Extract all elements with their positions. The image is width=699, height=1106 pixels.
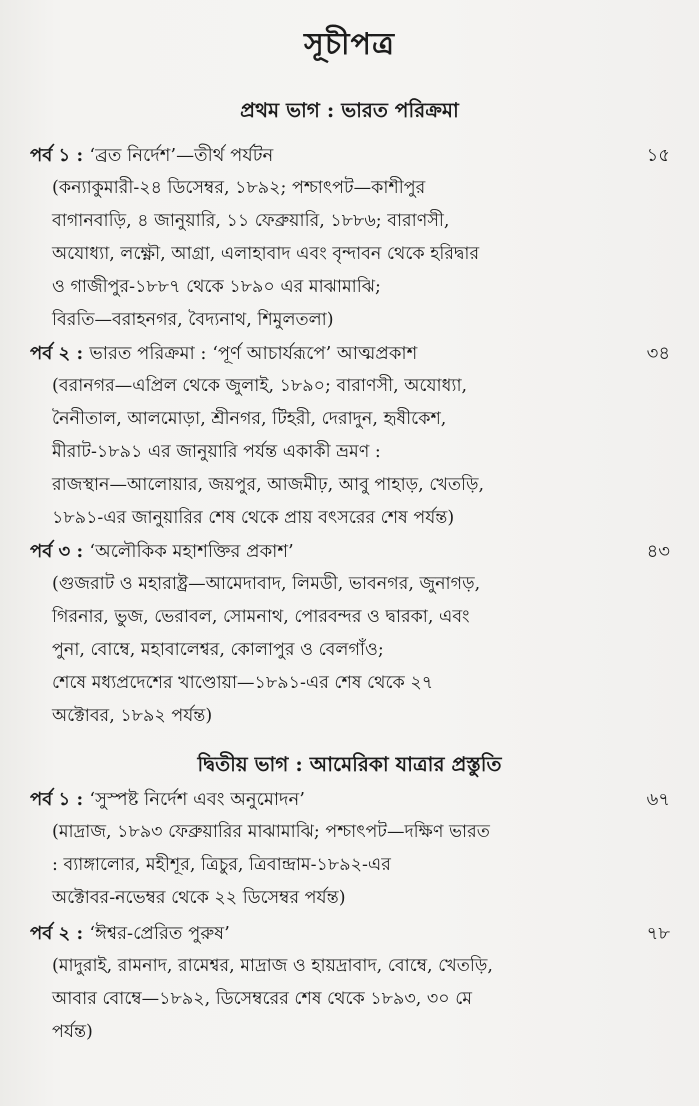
description-line: বিরতি—বরাহনগর, বৈদ্যনাথ, শিমুলতলা) — [52, 310, 334, 330]
entry-head — [30, 140, 670, 172]
toc-entry-part1-2 — [30, 338, 670, 535]
entry-title: ‘সুস্পষ্ট নির্দেশ এবং অনুমোদন’ — [89, 789, 305, 810]
description-line: (বরানগর—এপ্রিল থেকে জুলাই, ১৮৯০; বারাণসী, অযোধ্যা, — [52, 376, 468, 396]
entry-page-number: ৬৭ — [646, 789, 670, 810]
description-line: (কন্যাকুমারী-২৪ ডিসেম্বর, ১৮৯২; পশ্চাৎপট—কাশীপুর — [52, 178, 426, 198]
entry-title: ‘ঈশ্বর-প্রেরিত পুরুষ’ — [89, 923, 230, 944]
entry-page-number: ৭৮ — [646, 923, 670, 944]
description-line: ১৮৯১-এর জানুয়ারির শেষ থেকে প্রায় বৎসরের শেষ পর্যন্ত) — [52, 508, 455, 528]
toc-entry-part1-3 — [30, 536, 670, 733]
entry-description — [52, 568, 670, 733]
description-line: পুনা, বোম্বে, মহাবালেশ্বর, কোলাপুর ও বেলগাঁও; — [52, 640, 384, 660]
description-line: ও গাজীপুর-১৮৮৭ থেকে ১৮৯০ এর মাঝামাঝি; — [52, 277, 381, 297]
description-line: মীরাট-১৮৯১ এর জানুয়ারি পর্যন্ত একাকী ভ্রমণ : — [52, 442, 381, 462]
entry-title: ‘অলৌকিক মহাশক্তির প্রকাশ’ — [89, 541, 294, 562]
entry-label: পর্ব ১ : — [30, 789, 90, 810]
description-line: শেষে মধ্যপ্রদেশের খাণ্ডোয়া—১৮৯১-এর শেষ থেকে ২৭ — [52, 673, 434, 693]
entry-title: ‘ব্রত নির্দেশ’—তীর্থ পর্যটন — [89, 145, 274, 166]
description-line: (মাদ্রাজ, ১৮৯৩ ফেব্রুয়ারির মাঝামাঝি; পশ্চাৎপট—দক্ষিণ ভারত — [52, 822, 490, 842]
description-line: (গুজরাট ও মহারাষ্ট্র—আমেদাবাদ, লিমডী, ভাবনগর, জুনাগড়, — [52, 574, 481, 594]
part-heading-2: দ্বিতীয় ভাগ : আমেরিকা যাত্রার প্রস্তুতি — [197, 752, 502, 776]
description-line: আবার বোম্বে—১৮৯২, ডিসেম্বরের শেষ থেকে ১৮৯৩, ৩০ মে — [52, 989, 473, 1009]
entry-head — [30, 918, 670, 950]
entry-head — [30, 536, 670, 568]
description-line: গিরনার, ভুজ, ভেরাবল, সোমনাথ, পোরবন্দর ও দ্বারকা, এবং — [52, 607, 470, 627]
description-line: অক্টোবর-নভেম্বর থেকে ২২ ডিসেম্বর পর্যন্ত) — [52, 888, 346, 908]
entry-title: ভারত পরিক্রমা : ‘পূর্ণ আচার্যরূপে’ আত্মপ্রকাশ — [89, 343, 418, 364]
entry-description — [52, 172, 670, 337]
description-line: পর্যন্ত) — [52, 1022, 93, 1042]
entry-page-number: ৪৩ — [646, 541, 670, 562]
description-line: (মাদুরাই, রামনাদ, রামেশ্বর, মাদ্রাজ ও হায়দ্রাবাদ, বোম্বে, খেতড়ি, — [52, 956, 493, 976]
description-line: : ব্যাঙ্গালোর, মহীশূর, ত্রিচুর, ত্রিবান্দ্রাম-১৮৯২-এর — [52, 855, 391, 875]
entry-label: পর্ব ৩ : — [30, 541, 90, 562]
description-line: রাজস্থান—আলোয়ার, জয়পুর, আজমীঢ়, আবু পাহাড়, খেতড়ি, — [52, 475, 485, 495]
toc-entry-part2-2 — [30, 918, 670, 1049]
part-heading-1: প্রথম ভাগ : ভারত পরিক্রমা — [240, 98, 459, 122]
entry-label: পর্ব ২ : — [30, 923, 90, 944]
description-line: অক্টোবর, ১৮৯২ পর্যন্ত) — [52, 706, 213, 726]
entry-head — [30, 784, 670, 816]
page-title: সূচীপত্র — [304, 27, 395, 62]
description-line: নৈনীতাল, আলমোড়া, শ্রীনগর, টিহরী, দেরাদুন, হৃষীকেশ, — [52, 409, 447, 429]
entry-description — [52, 950, 670, 1049]
entry-label: পর্ব ২ : — [30, 343, 90, 364]
entry-page-number: ১৫ — [646, 145, 670, 166]
entry-description — [52, 370, 670, 535]
description-line: বাগানবাড়ি, ৪ জানুয়ারি, ১১ ফেব্রুয়ারি, ১৮৮৬; বারাণসী, — [52, 211, 450, 231]
entry-description — [52, 816, 670, 915]
entry-page-number: ৩৪ — [646, 343, 670, 364]
description-line: অযোধ্যা, লক্ষ্ণৌ, আগ্রা, এলাহাবাদ এবং বৃন্দাবন থেকে হরিদ্বার — [52, 244, 480, 264]
entry-label: পর্ব ১ : — [30, 145, 90, 166]
toc-entry-part1-1 — [30, 140, 670, 337]
toc-entry-part2-1 — [30, 784, 670, 915]
entry-head — [30, 338, 670, 370]
